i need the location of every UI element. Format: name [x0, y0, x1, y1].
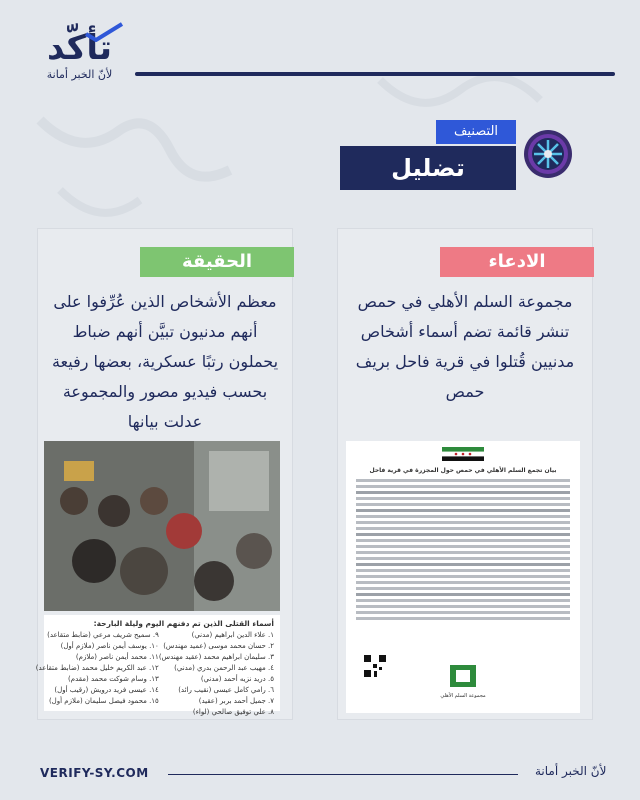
claim-card: [337, 228, 593, 720]
victims-list-image: [35, 615, 280, 716]
crowd-video-still: [44, 441, 280, 611]
victims-column-left: [36, 630, 159, 718]
list-item: ٣. سليمان ابراهيم محمد (عقيد مهندس): [158, 653, 274, 661]
classification-value: تضليل: [340, 146, 516, 190]
list-item: ١. علاء الدين ابراهيم (مدني): [191, 631, 274, 639]
brand-logo: [22, 18, 137, 98]
footer-tagline: لأنّ الخبر أمانة: [535, 764, 607, 778]
statement-body: [356, 479, 570, 623]
list-item: ٢. حسان محمد موسى (عميد مهندس): [163, 642, 274, 650]
logo-tagline: لأنّ الخبر أمانة: [46, 68, 113, 81]
website-url[interactable]: VERIFY-SY.COM: [40, 766, 149, 780]
list-item: ٨. علي توفيق صالحي (لواء): [192, 708, 274, 716]
victims-column-right: [159, 630, 274, 718]
fact-card: [37, 228, 293, 720]
list-item: ٥. دريد نزيه أحمد (مدني): [200, 675, 274, 683]
statement-document-image: [346, 441, 580, 713]
claim-badge: الادعاء: [440, 247, 594, 277]
organization-logo-icon: [446, 661, 480, 691]
list-item: ١١. محمد أيمن ناصر (ملازم): [75, 653, 159, 661]
statement-title: بيان تجمع السلم الأهلي في حمص حول المجزرة في قرية فاحل: [369, 467, 557, 474]
victims-list-title: أسماء القتلى الذين تم دفنهم اليوم وليلة البارحة:: [93, 619, 274, 628]
check-icon: [84, 22, 124, 42]
syrian-flag-icon: [442, 447, 484, 461]
list-item: ١٢. عبد الكريم خليل محمد (ضابط متقاعد): [35, 664, 159, 672]
claim-text: مجموعة السلم الأهلي في حمص تنشر قائمة تضم أسماء أشخاص مدنيين قُتلوا في قرية فاحل بريف حمص: [355, 292, 575, 401]
list-item: ٦. رامي كامل عيسى (نقيب رائد): [178, 686, 274, 694]
list-item: ٤. مهيب عبد الرحمن بدري (مدني): [174, 664, 274, 672]
list-item: ١٠. يوسف أيمن ناصر (ملازم أول): [60, 642, 159, 650]
statement-organization: مجموعة السلم الأهلي: [440, 693, 486, 699]
header-divider: [135, 72, 615, 76]
fact-text: معظم الأشخاص الذين عُرِّفوا على أنهم مدنيون تبيَّن أنهم ضباط يحملون رتبًا عسكرية، بعضها رفيعة بحسب فيديو مصور والمجموعة عدلت بيانها: [51, 292, 279, 431]
list-item: ٩. سميح شريف مرعي (ضابط متقاعد): [47, 631, 159, 639]
classification-label: التصنيف: [436, 120, 516, 144]
misleading-category-icon: [522, 128, 574, 180]
list-item: ٧. جميل أحمد بربر (عقيد): [198, 697, 274, 705]
fact-badge: الحقيقة: [140, 247, 294, 277]
logo-wordmark: تأكّد: [47, 28, 112, 68]
footer-divider: [168, 774, 518, 775]
list-item: ١٣. وسام شوكت محمد (مقدم): [68, 675, 159, 683]
qr-code-icon: [364, 655, 386, 677]
list-item: ١٤. عيسى فريد درويش (رقيب أول): [54, 686, 159, 694]
list-item: ١٥. محمود فيصل سليمان (ملازم أول): [48, 697, 159, 705]
